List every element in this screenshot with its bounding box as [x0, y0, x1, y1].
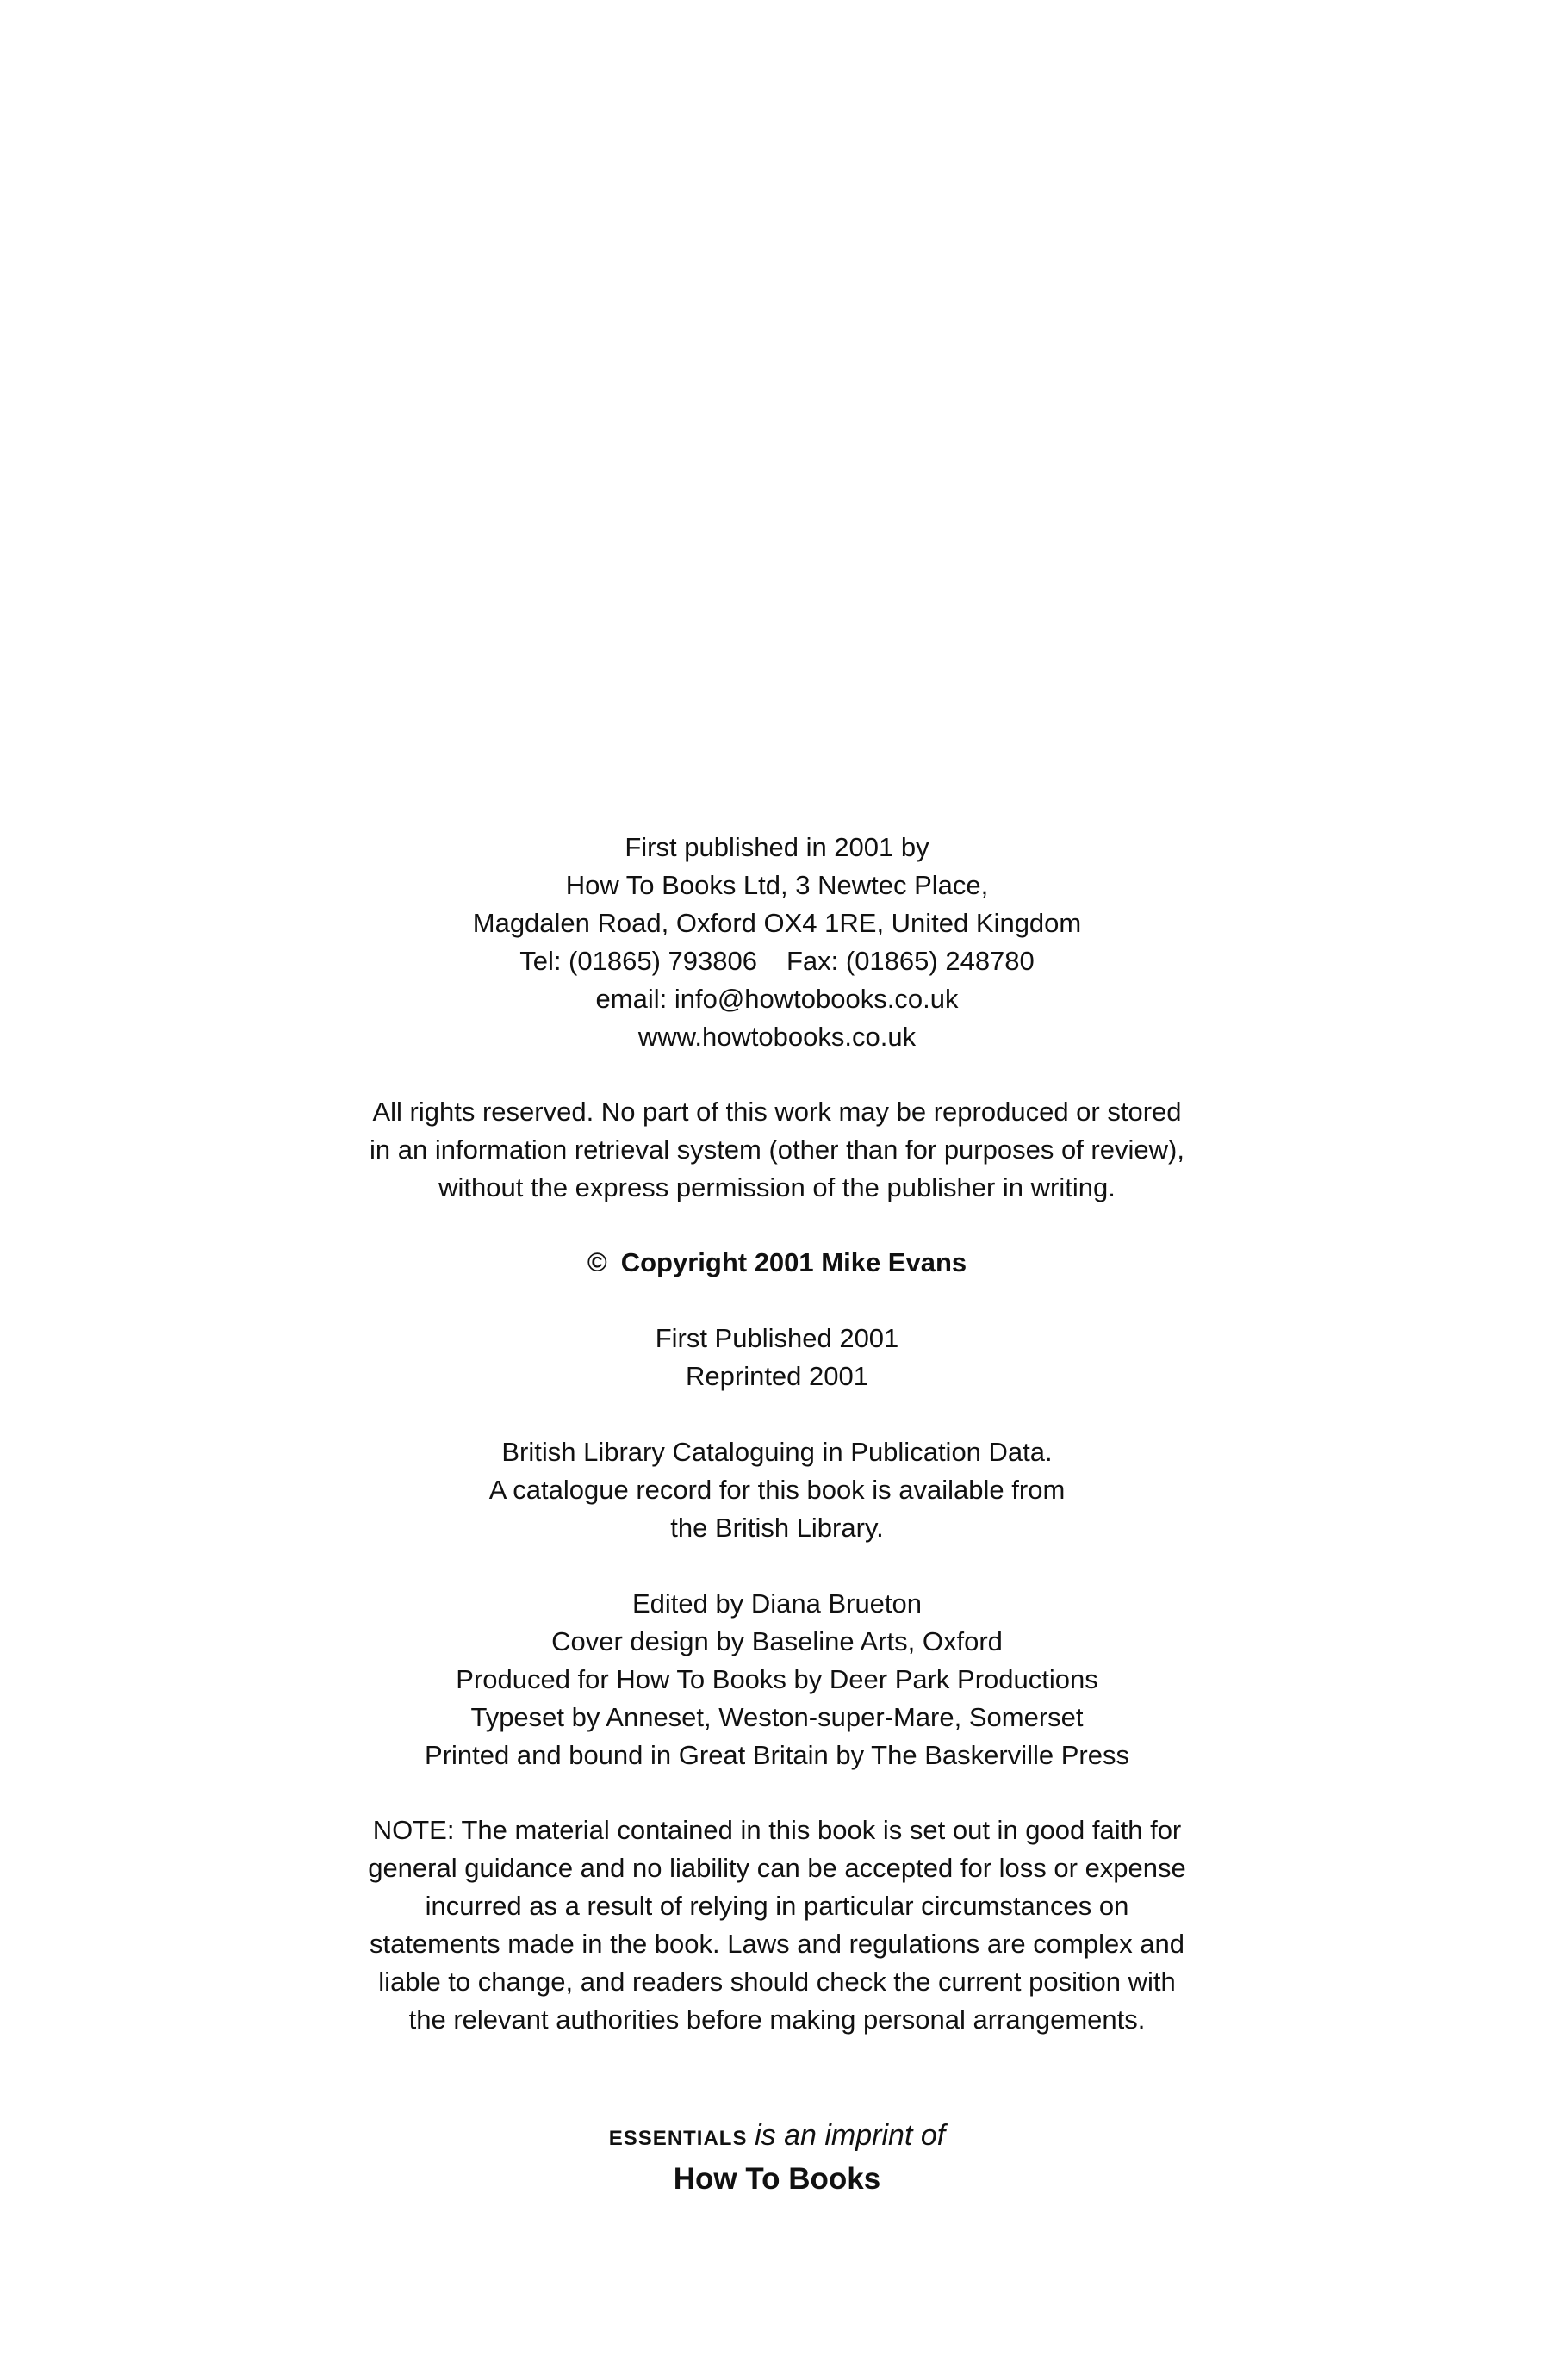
email-line: email: info@howtobooks.co.uk	[595, 984, 959, 1014]
rights-statement	[0, 1093, 1554, 1207]
copyright-notice	[0, 1244, 1554, 1282]
series-name: ESSENTIALS	[608, 2127, 748, 2150]
phone-fax-line	[0, 942, 1554, 980]
imprint-statement	[0, 2116, 1554, 2201]
printing-history	[0, 1320, 1554, 1395]
printer-credit: Printed and bound in Great Britain by The Baskerville Press	[425, 1740, 1129, 1770]
imprint-phrase: is an imprint of	[755, 2119, 946, 2152]
published-by-line: First published in 2001 by	[625, 832, 929, 862]
imprint-publisher: How To Books	[673, 2162, 881, 2196]
typesetter-credit: Typeset by Anneset, Weston-super-Mare, Somerset	[470, 1702, 1084, 1732]
note-line-1: NOTE: The material contained in this book is set out in good faith for	[372, 1815, 1182, 1845]
publisher-details	[0, 829, 1554, 1056]
note-line-6: the relevant authorities before making personal arrangements.	[408, 2004, 1146, 2035]
rights-line-1: All rights reserved. No part of this work may be reproduced or stored	[372, 1097, 1182, 1127]
rights-line-3: without the express permission of the publisher in writing.	[438, 1172, 1116, 1202]
note-line-5: liable to change, and readers should check the current position with	[378, 1967, 1176, 1997]
fax: Fax: (01865) 248780	[786, 946, 1035, 976]
note-line-3: incurred as a result of relying in particular circumstances on	[425, 1891, 1129, 1921]
note-line-4: statements made in the book. Laws and regulations are complex and	[369, 1929, 1185, 1959]
telephone: Tel: (01865) 793806	[519, 946, 757, 976]
cip-line-3: the British Library.	[670, 1513, 884, 1543]
cip-line-1: British Library Cataloguing in Publication Data.	[501, 1437, 1053, 1467]
cataloguing-data	[0, 1433, 1554, 1547]
first-published: First Published 2001	[655, 1323, 899, 1353]
liability-note	[0, 1811, 1554, 2039]
cip-line-2: A catalogue record for this book is available from	[488, 1475, 1066, 1505]
editor-credit: Edited by Diana Brueton	[631, 1588, 923, 1619]
note-line-2: general guidance and no liability can be accepted for loss or expense	[368, 1853, 1186, 1883]
producer-credit: Produced for How To Books by Deer Park Productions	[456, 1664, 1098, 1694]
reprinted: Reprinted 2001	[686, 1361, 868, 1391]
production-credits	[0, 1585, 1554, 1774]
website-line: www.howtobooks.co.uk	[637, 1022, 917, 1052]
cover-credit: Cover design by Baseline Arts, Oxford	[551, 1626, 1003, 1656]
publisher-address-line-2: Magdalen Road, Oxford OX4 1RE, United Kingdom	[472, 908, 1082, 938]
publisher-address-line-1: How To Books Ltd, 3 Newtec Place,	[565, 870, 989, 900]
rights-line-2: in an information retrieval system (other than for purposes of review),	[370, 1134, 1184, 1165]
copyright-text: Copyright 2001 Mike Evans	[620, 1247, 967, 1277]
copyright-symbol: ©	[587, 1247, 607, 1277]
